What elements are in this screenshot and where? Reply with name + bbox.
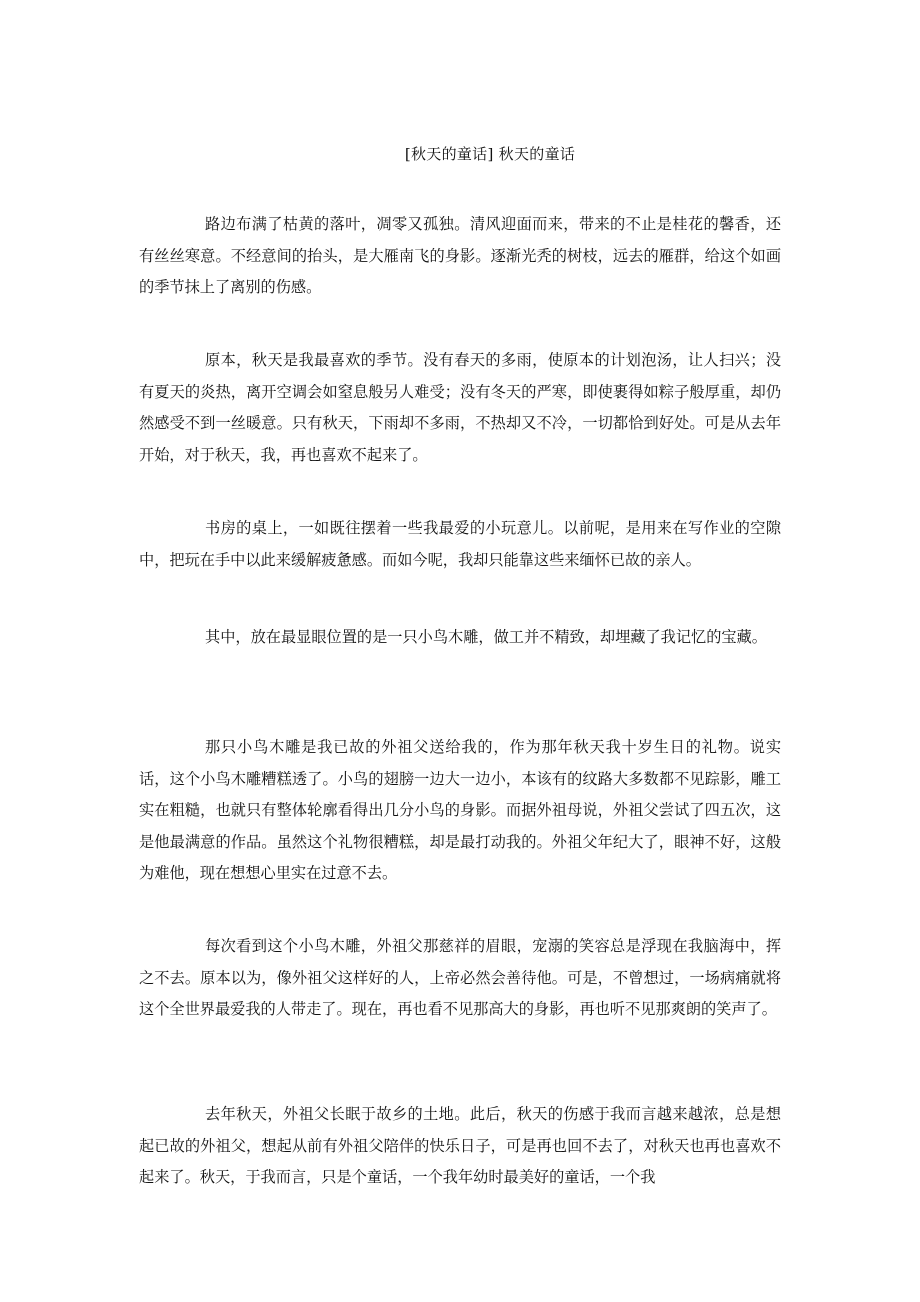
paragraph-1: 路边布满了枯黄的落叶，凋零又孤独。清风迎面而来，带来的不止是桂花的馨香，还有丝丝寒意。不经意间的抬头，是大雁南飞的身影。逐渐光秃的树枝，远去的雁群，给这个如画的季节抹上了离别的伤感。 xyxy=(139,215,781,296)
paragraph-3: 书房的桌上，一如既往摆着一些我最爱的小玩意儿。以前呢，是用来在写作业的空隙中，把玩在手中以此来缓解疲惫感。而如今呢，我却只能靠这些来缅怀已故的亲人。 xyxy=(139,519,781,569)
paragraph-2: 原本，秋天是我最喜欢的季节。没有春天的多雨，使原本的计划泡汤，让人扫兴；没有夏天的炎热，离开空调会如窒息般另人难受；没有冬天的严寒，即使裹得如粽子般厚重，却仍然感受不到一丝暖意。只有秋天，下雨却不多雨，不热却又不冷，一切都恰到好处。可是从去年开始，对于秋天，我，再也喜欢不起来了。 xyxy=(139,351,781,464)
paragraph-6: 每次看到这个小鸟木雕，外祖父那慈祥的眉眼，宠溺的笑容总是浮现在我脑海中，挥之不去。原本以为，像外祖父这样好的人，上帝必然会善待他。可是，不曾想过，一场病痛就将这个全世界最爱我的人带走了。现在，再也看不见那高大的身影，再也听不见那爽朗的笑声了。 xyxy=(139,937,781,1018)
paragraph-5: 那只小鸟木雕是我已故的外祖父送给我的，作为那年秋天我十岁生日的礼物。说实话，这个小鸟木雕糟糕透了。小鸟的翅膀一边大一边小，本该有的纹路大多数都不见踪影，雕工实在粗糙，也就只有整体轮廓看得出几分小鸟的身影。而据外祖母说，外祖父尝试了四五次，这是他最满意的作品。虽然这个礼物很糟糕，却是最打动我的。外祖父年纪大了，眼神不好，这般为难他，现在想想心里实在过意不去。 xyxy=(139,738,781,882)
document-title: [秋天的童话] 秋天的童话 xyxy=(404,145,576,163)
paragraph-7: 去年秋天，外祖父长眠于故乡的土地。此后，秋天的伤感于我而言越来越浓，总是想起已故的外祖父，想起从前有外祖父陪伴的快乐日子，可是再也回不去了，对秋天也再也喜欢不起来了。秋天，于我而言，只是个童话，一个我年幼时最美好的童话，一个我 xyxy=(139,1105,781,1186)
paragraph-4: 其中，放在最显眼位置的是一只小鸟木雕，做工并不精致，却埋藏了我记忆的宝藏。 xyxy=(205,628,767,646)
